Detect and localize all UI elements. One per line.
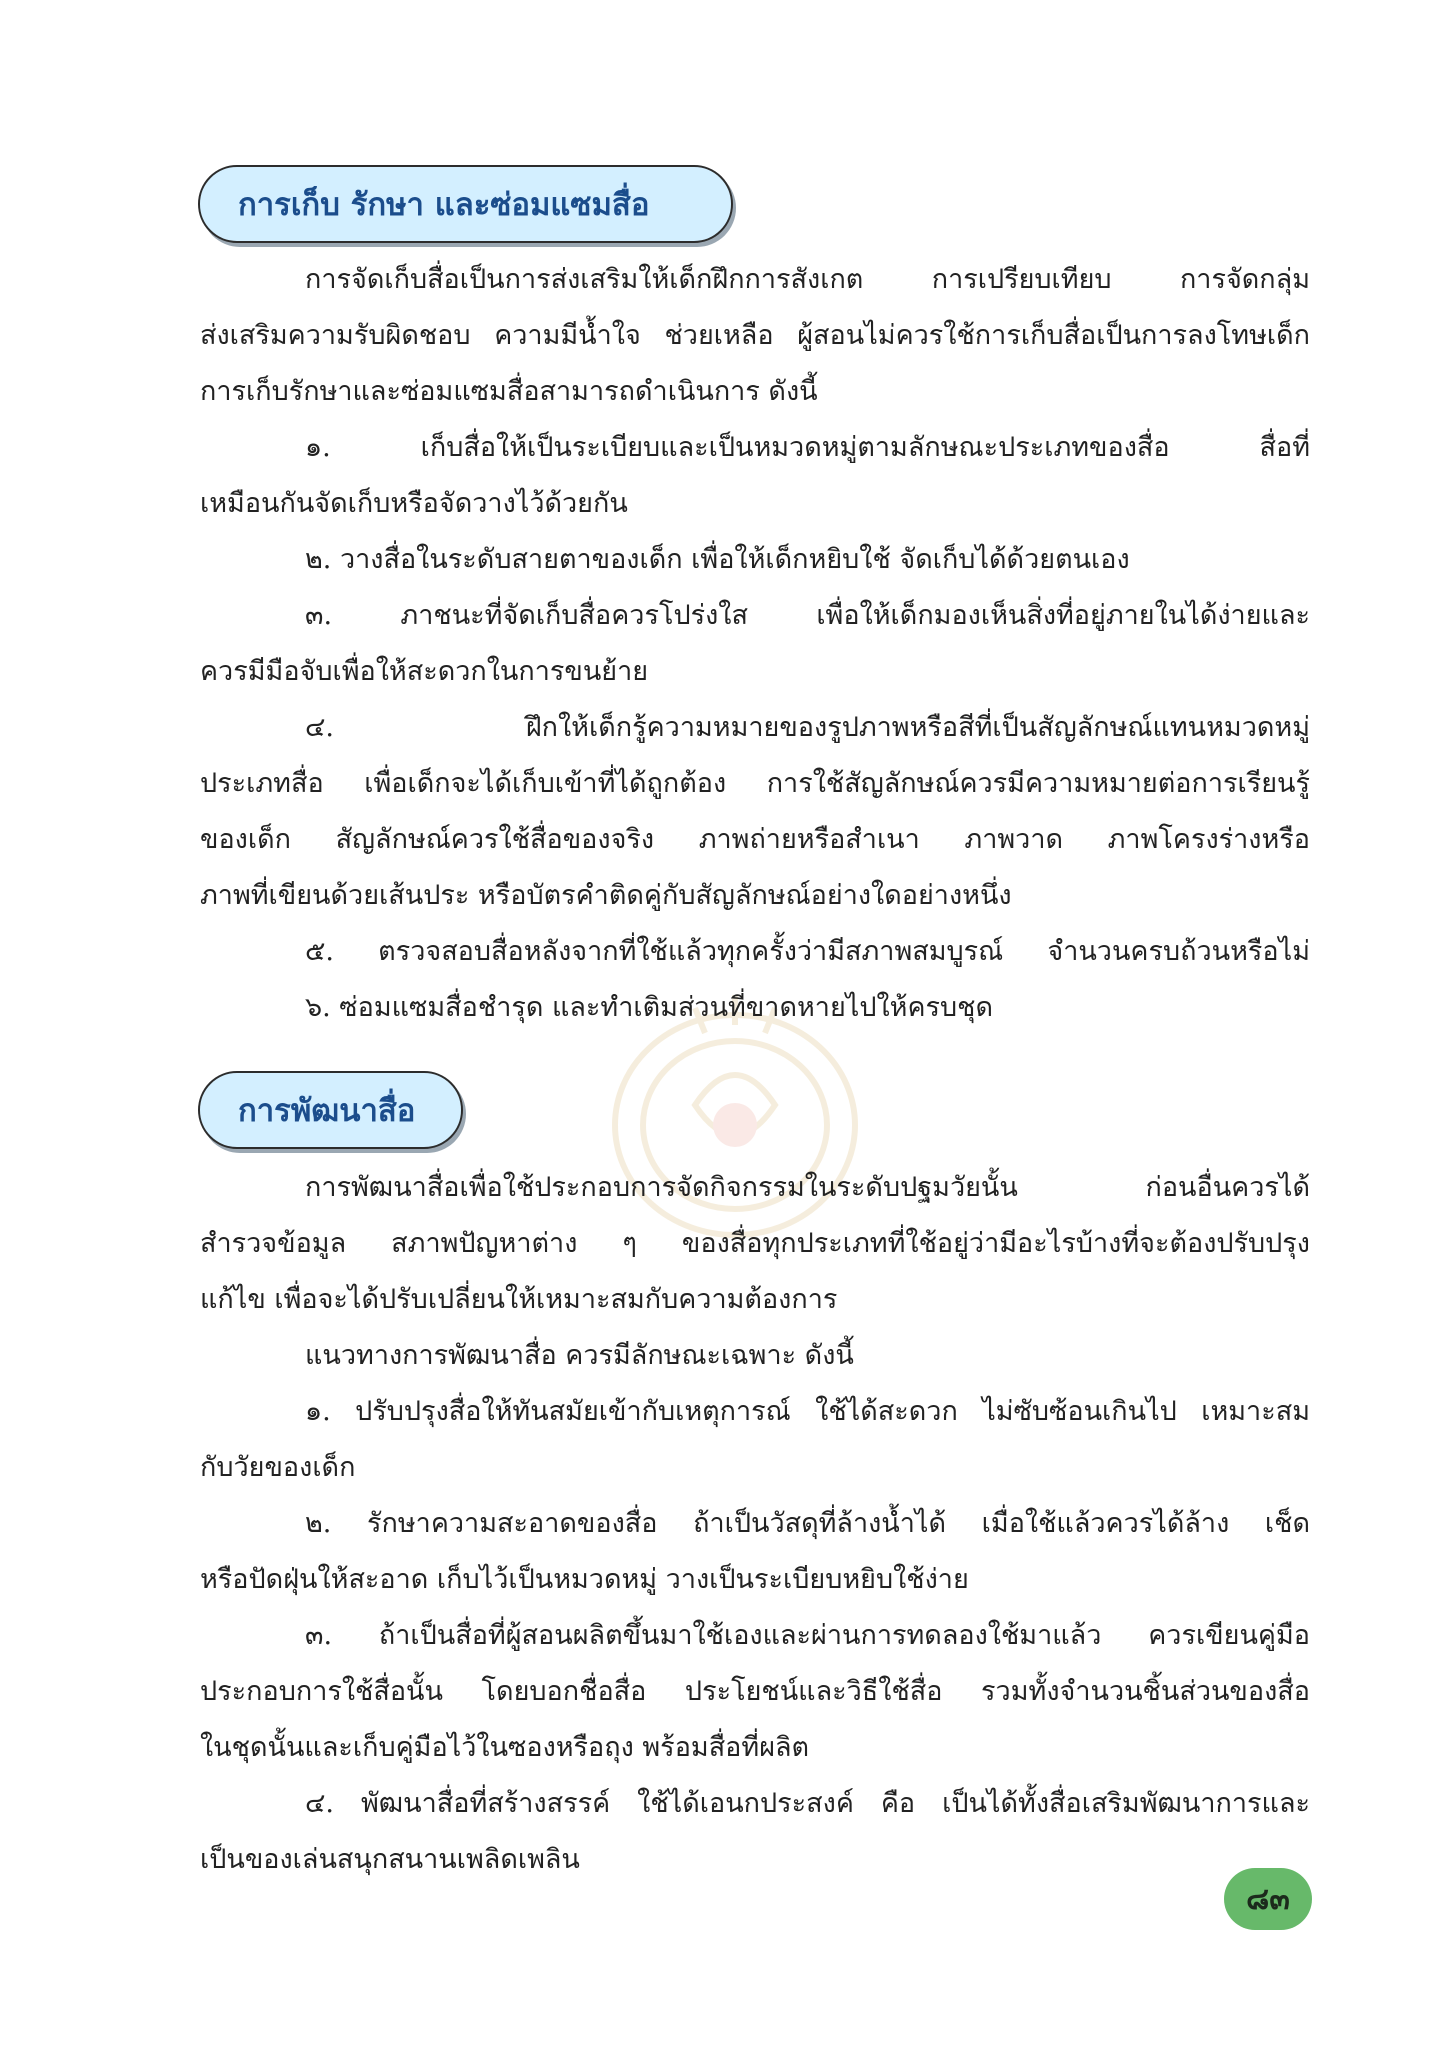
- paragraph-line: เป็นของเล่นสนุกสนานเพลิดเพลิน: [200, 1844, 580, 1875]
- paragraph-line: แนวทางการพัฒนาสื่อ ควรมีลักษณะเฉพาะ ดังนี้: [305, 1340, 854, 1371]
- page-number: ๘๓: [1246, 1881, 1290, 1917]
- list-item: ๔. พัฒนาสื่อที่สร้างสรรค์ ใช้ได้เอนกประสงค์ คือ เป็นได้ทั้งสื่อเสริมพัฒนาการและ: [305, 1788, 1310, 1819]
- paragraph-line: ส่งเสริมความรับผิดชอบ ความมีน้ำใจ ช่วยเหลือ ผู้สอนไม่ควรใช้การเก็บสื่อเป็นการลงโทษเด็ก: [200, 320, 1310, 351]
- list-item: ๔. ฝึกให้เด็กรู้ความหมายของรูปภาพหรือสีที่เป็นสัญลักษณ์แทนหมวดหมู่: [305, 712, 1310, 743]
- paragraph-line: ควรมีมือจับเพื่อให้สะดวกในการขนย้าย: [200, 656, 649, 687]
- paragraph-line: การพัฒนาสื่อเพื่อใช้ประกอบการจัดกิจกรรมในระดับปฐมวัยนั้น ก่อนอื่นควรได้: [305, 1172, 1310, 1203]
- paragraph-line: เหมือนกันจัดเก็บหรือจัดวางไว้ด้วยกัน: [200, 488, 628, 519]
- paragraph-line: ของเด็ก สัญลักษณ์ควรใช้สื่อของจริง ภาพถ่ายหรือสำเนา ภาพวาด ภาพโครงร่างหรือ: [200, 824, 1310, 855]
- page-number-badge: [1224, 1868, 1312, 1930]
- list-item: ๕. ตรวจสอบสื่อหลังจากที่ใช้แล้วทุกครั้งว่ามีสภาพสมบูรณ์ จำนวนครบถ้วนหรือไม่: [305, 936, 1310, 967]
- paragraph-line: ประเภทสื่อ เพื่อเด็กจะได้เก็บเข้าที่ได้ถูกต้อง การใช้สัญลักษณ์ควรมีความหมายต่อการเรียนรู้: [200, 768, 1310, 799]
- list-item: ๒. วางสื่อในระดับสายตาของเด็ก เพื่อให้เด็กหยิบใช้ จัดเก็บได้ด้วยตนเอง: [305, 544, 1130, 575]
- paragraph-line: กับวัยของเด็ก: [200, 1452, 356, 1483]
- paragraph-line: สำรวจข้อมูล สภาพปัญหาต่าง ๆ ของสื่อทุกประเภทที่ใช้อยู่ว่ามีอะไรบ้างที่จะต้องปรับปรุง: [200, 1228, 1310, 1259]
- section-heading-media-development: [198, 1071, 463, 1149]
- section-heading-care-repair: [198, 165, 733, 243]
- list-item: ๒. รักษาความสะอาดของสื่อ ถ้าเป็นวัสดุที่ล้างน้ำได้ เมื่อใช้แล้วควรได้ล้าง เช็ด: [305, 1508, 1310, 1539]
- list-item: ๓. ถ้าเป็นสื่อที่ผู้สอนผลิตขึ้นมาใช้เองและผ่านการทดลองใช้มาแล้ว ควรเขียนคู่มือ: [305, 1620, 1310, 1651]
- list-item: ๓. ภาชนะที่จัดเก็บสื่อควรโปร่งใส เพื่อให้เด็กมองเห็นสิ่งที่อยู่ภายในได้ง่ายและ: [305, 600, 1310, 631]
- paragraph-line: ภาพที่เขียนด้วยเส้นประ หรือบัตรคำติดคู่กับสัญลักษณ์อย่างใดอย่างหนึ่ง: [200, 880, 1012, 911]
- paragraph-line: การจัดเก็บสื่อเป็นการส่งเสริมให้เด็กฝึกการสังเกต การเปรียบเทียบ การจัดกลุ่ม: [305, 264, 1310, 295]
- list-item: ๑. ปรับปรุงสื่อให้ทันสมัยเข้ากับเหตุการณ์ ใช้ได้สะดวก ไม่ซับซ้อนเกินไป เหมาะสม: [305, 1396, 1310, 1427]
- paragraph-line: แก้ไข เพื่อจะได้ปรับเปลี่ยนให้เหมาะสมกับความต้องการ: [200, 1284, 838, 1315]
- paragraph-line: การเก็บรักษาและซ่อมแซมสื่อสามารถดำเนินการ ดังนี้: [200, 376, 818, 407]
- paragraph-line: ในชุดนั้นและเก็บคู่มือไว้ในซองหรือถุง พร้อมสื่อที่ผลิต: [200, 1732, 810, 1763]
- paragraph-line: ประกอบการใช้สื่อนั้น โดยบอกชื่อสื่อ ประโยชน์และวิธีใช้สื่อ รวมทั้งจำนวนชิ้นส่วนของสื่อ: [200, 1676, 1310, 1707]
- paragraph-line: หรือปัดฝุ่นให้สะอาด เก็บไว้เป็นหมวดหมู่ วางเป็นระเบียบหยิบใช้ง่าย: [200, 1564, 969, 1595]
- section-heading-text: การเก็บ รักษา และซ่อมแซมสื่อ: [238, 187, 650, 223]
- list-item: ๖. ซ่อมแซมสื่อชำรุด และทำเติมส่วนที่ขาดหายไปให้ครบชุด: [305, 992, 994, 1023]
- list-item: ๑. เก็บสื่อให้เป็นระเบียบและเป็นหมวดหมู่ตามลักษณะประเภทของสื่อ สื่อที่: [305, 432, 1310, 463]
- section-heading-text: การพัฒนาสื่อ: [238, 1093, 416, 1129]
